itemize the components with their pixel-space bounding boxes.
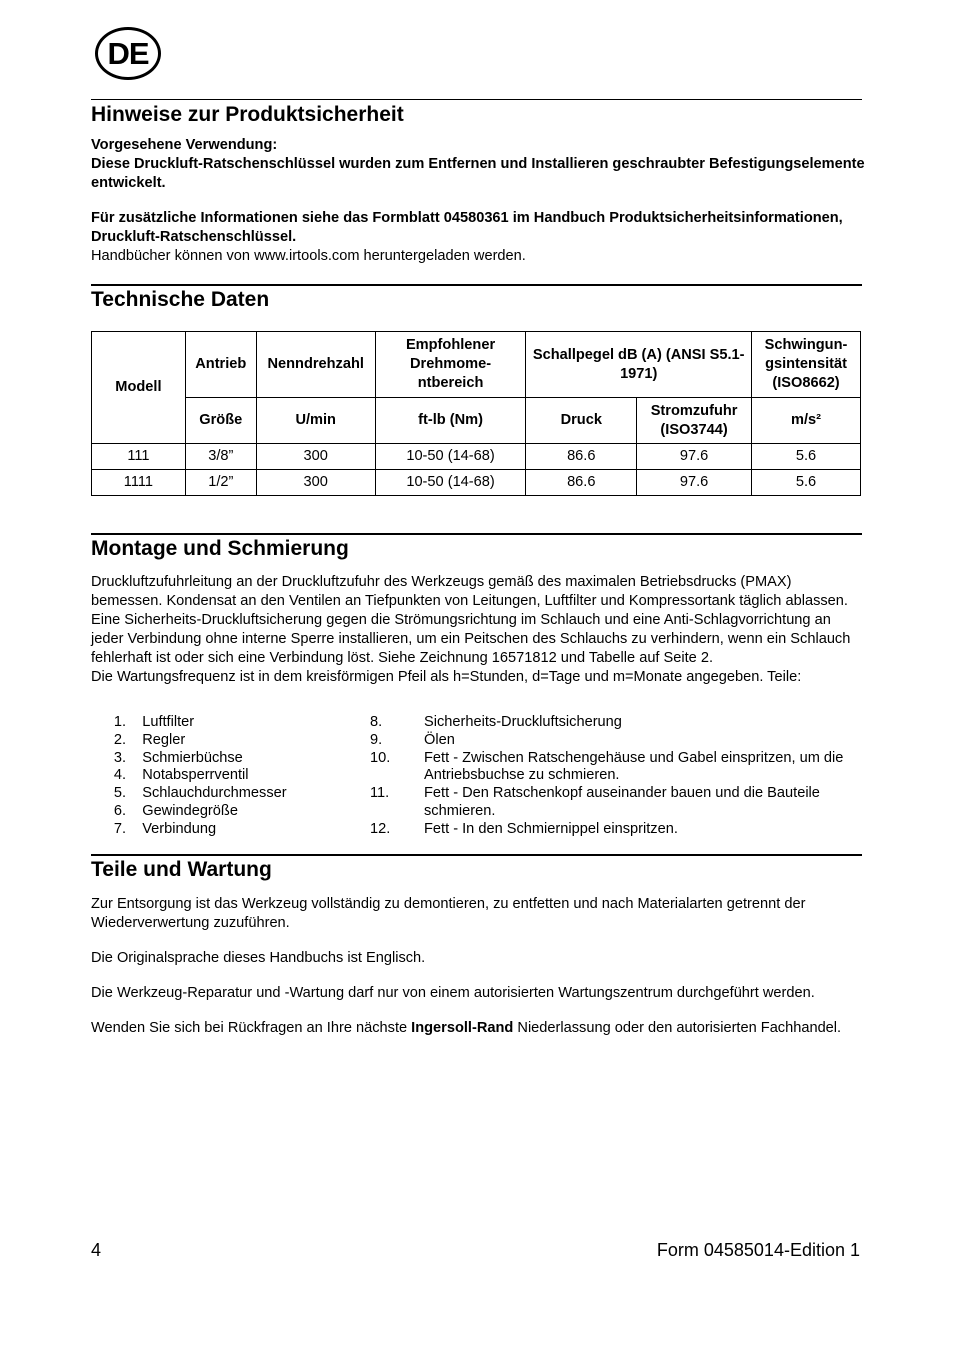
cell-schwingung: 5.6 — [752, 444, 861, 470]
table-row — [92, 470, 861, 496]
table-header-row — [92, 332, 861, 398]
list-item: 9. Ölen — [370, 731, 455, 748]
form-number: Form 04585014-Edition 1 — [656, 1240, 860, 1260]
list-item: 4. Notabsperrventil — [113, 767, 249, 784]
th-modell: Modell — [92, 332, 186, 444]
cell-antrieb: 1/2” — [185, 470, 256, 496]
montage-title: Montage und Schmierung — [91, 537, 349, 560]
section-divider — [91, 533, 862, 535]
cell-stromzufuhr: 97.6 — [637, 470, 752, 496]
th-nenndrehzahl: Nenndrehzahl — [256, 332, 375, 398]
safety-title: Hinweise zur Produktsicherheit — [91, 103, 404, 126]
intended-use-text: Diese Druckluft-Ratschenschlüssel wurden zum Entfernen und Installieren geschraubter Befestigungselemente entwickelt. — [91, 156, 865, 191]
unit-druck: Druck — [526, 398, 637, 444]
page-number: 4 — [91, 1240, 102, 1260]
teile-p1: Zur Entsorgung ist das Werkzeug vollständig zu demontieren, zu entfetten und nach Materialarten getrennt der Wiederverwertung zuzuführen. — [91, 896, 806, 931]
parts-list-right — [370, 714, 862, 839]
teile-p3: Die Werkzeug-Reparatur und -Wartung darf nur von einem autorisierten Wartungszentrum durchgeführt werden. — [91, 985, 815, 1001]
section-divider — [91, 99, 862, 100]
cell-modell: 111 — [92, 444, 186, 470]
language-badge: DE — [95, 27, 161, 80]
cell-druck: 86.6 — [526, 444, 637, 470]
brand-name: Ingersoll-Rand — [411, 1020, 514, 1036]
list-item: 7. Verbindung — [113, 820, 217, 837]
list-item: 1. Luftfilter — [113, 714, 195, 730]
cell-modell: 1111 — [92, 470, 186, 496]
cell-stromzufuhr: 97.6 — [637, 444, 752, 470]
table-row — [92, 444, 861, 470]
list-item: 2. Regler — [113, 731, 186, 748]
montage-block — [91, 573, 866, 687]
parts-list-left — [91, 714, 371, 839]
unit-schwingung: m/s² — [752, 398, 861, 444]
list-item: 12. Fett - In den Schmiernippel einspritzen. — [370, 820, 678, 837]
cell-drehzahl: 300 — [256, 444, 375, 470]
cell-drehmoment: 10-50 (14-68) — [375, 470, 526, 496]
cell-druck: 86.6 — [526, 470, 637, 496]
cell-drehzahl: 300 — [256, 470, 375, 496]
section-divider — [91, 854, 862, 856]
th-schwingung: Schwingun-gsintensität (ISO8662) — [752, 332, 861, 398]
unit-nenndrehzahl: U/min — [256, 398, 375, 444]
teile-block — [91, 895, 866, 1038]
table-unit-row — [92, 398, 861, 444]
intended-use-label: Vorgesehene Verwendung: — [91, 137, 278, 153]
teile-title: Teile und Wartung — [91, 858, 272, 881]
tech-table — [91, 331, 861, 496]
th-drehmoment: Empfohlener Drehmome-ntbereich — [375, 332, 526, 398]
unit-drehmoment: ft-lb (Nm) — [375, 398, 526, 444]
unit-antrieb: Größe — [185, 398, 256, 444]
cell-drehmoment: 10-50 (14-68) — [375, 444, 526, 470]
tech-title: Technische Daten — [91, 288, 270, 311]
teile-p4: Wenden Sie sich bei Rückfragen an Ihre nächste Ingersoll-Rand Niederlassung oder den autorisierten Fachhandel. — [91, 1020, 842, 1036]
th-antrieb: Antrieb — [185, 332, 256, 398]
list-item: 8. Sicherheits-Druckluftsicherung — [370, 714, 622, 730]
list-item: 3. Schmierbüchse — [113, 749, 243, 766]
list-item: 6. Gewindegröße — [113, 802, 238, 819]
cell-schwingung: 5.6 — [752, 470, 861, 496]
download-text: Handbücher können von www.irtools.com heruntergeladen werden. — [91, 248, 526, 264]
list-item: 5. Schlauchdurchmesser — [113, 785, 287, 802]
list-item: 11. Fett - Den Ratschenkopf auseinander bauen und die Bauteile schmieren. — [370, 785, 820, 819]
montage-frequency: Die Wartungsfrequenz ist in dem kreisförmigen Pfeil als h=Stunden, d=Tage und m=Monate angegeben. Teile: — [91, 669, 802, 685]
safety-block — [91, 136, 866, 266]
cell-antrieb: 3/8” — [185, 444, 256, 470]
section-divider — [91, 284, 862, 286]
info-text: Für zusätzliche Informationen siehe das Formblatt 04580361 im Handbuch Produktsicherheitsinformationen, Druckluft-Ratschenschlüssel. — [91, 210, 843, 245]
unit-stromzufuhr: Stromzufuhr (ISO3744) — [637, 398, 752, 444]
montage-paragraph: Druckluftzufuhrleitung an der Druckluftzufuhr des Werkzeugs gemäß des maximalen Betriebsdrucks (PMAX) bemessen. Kondensat an den Ventilen an Tiefpunkten von Leitungen, Luftfilter und Kompressortank täglich ablassen. Eine Sicherheits-Druckluftsicherung gegen die Strömungsrichtung im Schlauch und eine Anti-Schlagvorrichtung an jeder Verbindung ohne interne Sperre installieren, um ein Peitschen des Schlauchs zu verhindern, wenn ein Schlauch fehlerhaft ist oder sich eine Verbindung löst. Siehe Zeichnung 16571812 und Tabelle auf Seite 2. — [91, 574, 851, 666]
th-schallpegel: Schallpegel dB (A) (ANSI S5.1-1971) — [526, 332, 752, 398]
teile-p2: Die Originalsprache dieses Handbuchs ist Englisch. — [91, 950, 426, 966]
list-item: 10. Fett - Zwischen Ratschengehäuse und Gabel einspritzen, um die Antriebsbuchse zu schmieren. — [370, 749, 844, 784]
